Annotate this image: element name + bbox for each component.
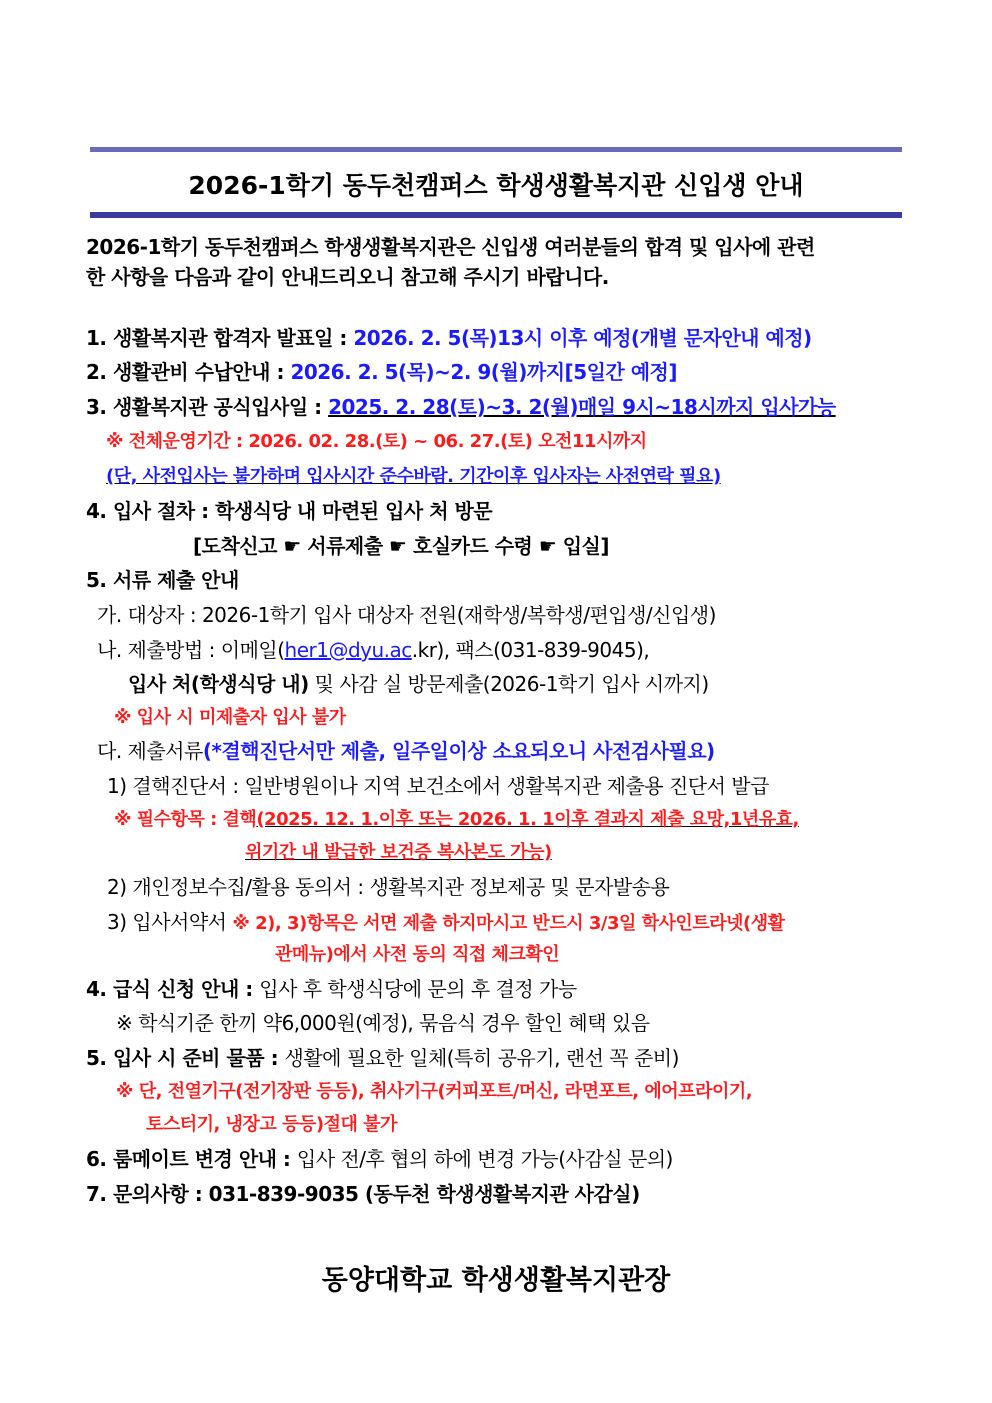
footer-signature: 동양대학교 학생생활복지관장: [321, 1265, 671, 1296]
bottom-rule: [90, 212, 902, 218]
item-5-c: [97, 737, 715, 765]
item-2: [86, 358, 677, 386]
roommate-label: 6. 룸메이트 변경 안내 :: [86, 1147, 297, 1171]
prep-note: ※ 단, 전열기구(전기장판 등등), 취사기구(커피포트/머신, 라면포트, 에어프라이기,: [116, 1081, 753, 1102]
roommate-value: 입사 전/후 협의 하에 변경 가능(사감실 문의): [296, 1147, 673, 1171]
item-5-c3-pre: 3) 입사서약서: [107, 910, 233, 934]
item-5-b2: [128, 670, 709, 698]
item-3: [86, 393, 836, 421]
item-4: 4. 입사 절차 : 학생식당 내 마련된 입사 처 방문: [86, 499, 493, 523]
item-5-c3-note-2: 관메뉴)에서 사전 동의 직접 체크확인: [275, 944, 560, 965]
item-3-note: ※ 전체운영기간 : 2026. 02. 28.(토) ~ 06. 27.(토) 오전11시까지: [106, 431, 647, 452]
meal-note: ※ 학식기준 한끼 약6,000원(예정), 묶음식 경우 할인 혜택 있음: [116, 1011, 650, 1035]
contact-item: 7. 문의사항 : 031-839-9035 (동두천 학생생활복지관 사감실): [86, 1182, 640, 1206]
item-5-b: [97, 636, 649, 664]
prep-value: 생활에 필요한 일체(특히 공유기, 랜선 꼭 준비): [284, 1046, 679, 1070]
step-card: 호실카드 수령: [412, 534, 533, 558]
item-5-b-post: .kr), 팩스(031-839-9045),: [411, 638, 650, 662]
item-4-steps: [193, 532, 609, 560]
hand-pointer-icon: ☛: [283, 534, 301, 558]
item-1-value: 2026. 2. 5(목)13시 이후 예정(개별 문자안내 예정): [353, 326, 812, 350]
meal-label: 4. 급식 신청 안내 :: [86, 977, 260, 1001]
meal-item: [86, 975, 577, 1003]
step-move-in: 입실]: [562, 534, 609, 558]
item-5-c1-note: [114, 806, 799, 834]
item-5-b-note: ※ 입사 시 미제출자 입사 불가: [114, 707, 346, 728]
item-5-c3: [107, 908, 784, 938]
item-5-c-pre: 다. 제출서류: [97, 739, 203, 763]
item-3-note-2: (단, 사전입사는 불가하며 입사시간 준수바람. 기간이후 입사자는 사전연락 필요): [106, 466, 721, 487]
intro-line-2: 한 사항을 다음과 같이 안내드리오니 참고해 주시기 바랍니다.: [86, 265, 609, 289]
intro-line-1: 2026-1학기 동두천캠퍼스 학생생활복지관은 신입생 여러분들의 합격 및 입사에 관련: [86, 235, 815, 259]
item-5-c1-note-2: 위기간 내 발급한 보건증 복사본도 가능): [245, 842, 552, 863]
prep-item: [86, 1044, 679, 1072]
note-b: (2025. 12. 1.이후 또는 2026. 1. 1이후 결과지 제출 요망,1년유효,: [256, 809, 799, 830]
item-3-label: 3. 생활복지관 공식입사일 :: [86, 395, 329, 419]
item-3-value: 2025. 2. 28(토)~3. 2(월)매일 9시~18시까지 입사가능: [328, 395, 836, 419]
email-link[interactable]: her1@dyu.ac: [284, 638, 412, 662]
item-1-label: 1. 생활복지관 합격자 발표일 :: [86, 326, 354, 350]
item-5-c3-note: ※ 2), 3)항목은 서면 제출 하지마시고 반드시 3/3일 학사인트라넷(생활: [232, 913, 785, 934]
step-arrival: [도착신고: [193, 534, 277, 558]
item-5-a: 가. 대상자 : 2026-1학기 입사 대상자 전원(재학생/복학생/편입생/신입생): [97, 603, 716, 627]
page-title: 2026-1학기 동두천캠퍼스 학생생활복지관 신입생 안내: [188, 171, 804, 200]
top-rule: [90, 147, 902, 152]
item-5-c2: 2) 개인정보수집/활용 동의서 : 생활복지관 정보제공 및 문자발송용: [107, 875, 670, 899]
note-a: ※ 필수항목 : 결핵: [114, 809, 257, 830]
item-5-c-blue: (*결핵진단서만 제출, 일주일이상 소요되오니 사전검사필요): [202, 739, 715, 763]
hand-pointer-icon: ☛: [389, 534, 407, 558]
item-1: [86, 324, 812, 352]
step-documents: 서류제출: [307, 534, 383, 558]
item-2-label: 2. 생활관비 수납안내 :: [86, 360, 291, 384]
item-5-c1: 1) 결핵진단서 : 일반병원이나 지역 보건소에서 생활복지관 제출용 진단서 발급: [107, 774, 769, 798]
item-5-b2-rest: 및 사감 실 방문제출(2026-1학기 입사 시까지): [308, 672, 709, 696]
item-2-value: 2026. 2. 5(목)~2. 9(월)까지[5일간 예정]: [290, 360, 677, 384]
prep-note-2: 토스터기, 냉장고 등등)절대 불가: [146, 1114, 397, 1135]
roommate-item: [86, 1145, 673, 1173]
prep-label: 5. 입사 시 준비 물품 :: [86, 1046, 285, 1070]
item-5-b-pre: 나. 제출방법 : 이메일(: [97, 638, 285, 662]
item-5: 5. 서류 제출 안내: [86, 568, 239, 592]
hand-pointer-icon: ☛: [538, 534, 557, 558]
meal-value: 입사 후 학생식당에 문의 후 결정 가능: [259, 977, 577, 1001]
item-5-b2-bold: 입사 처(학생식당 내): [128, 672, 309, 696]
